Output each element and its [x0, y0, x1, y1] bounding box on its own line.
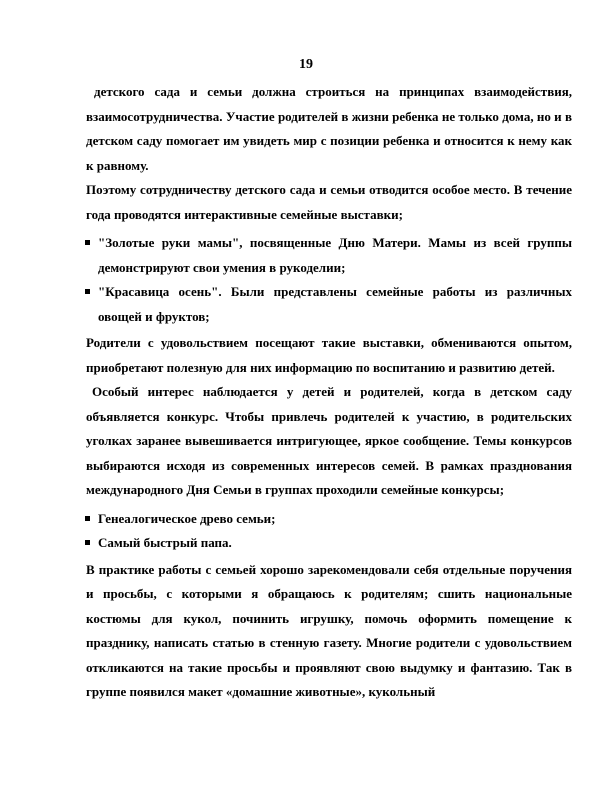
list-item-text: Генеалогическое древо семьи;	[98, 510, 276, 526]
list-item	[86, 231, 572, 280]
paragraph-parents-visit: Родители с удовольствием посещают такие выставки, обмениваются опытом, приобретают полезную для них информацию по воспитанию и развитию детей.	[86, 335, 572, 375]
list-item	[86, 531, 572, 556]
paragraph-partnership-principles: детского сада и семьи должна строиться на принципах взаимодействия, взаимосотрудничества. Участие родителей в жизни ребенка не только дома, но и в детском саду помогает им увидеть мир с позиции ребенка и относится к нему как к равному.	[86, 84, 572, 173]
list-item-text: Самый быстрый папа.	[98, 535, 232, 550]
paragraph-family-exhibitions-intro: Поэтому сотрудничеству детского сада и семьи отводится особое место. В течение года проводятся интерактивные семейные выставки;	[86, 182, 572, 222]
document-body	[86, 80, 572, 705]
list-item	[86, 280, 572, 329]
square-bullet-icon	[85, 289, 90, 294]
square-bullet-icon	[85, 240, 90, 245]
list-item-text: "Золотые руки мамы", посвященные Дню Матери. Мамы из всей группы демонстрируют свои умения в рукоделии;	[98, 235, 572, 275]
exhibitions-list	[86, 231, 572, 329]
contests-list	[86, 507, 572, 556]
square-bullet-icon	[85, 516, 90, 521]
list-item-text: "Красавица осень". Были представлены семейные работы из различных овощей и фруктов;	[98, 284, 572, 324]
paragraph-parent-requests: В практике работы с семьей хорошо зарекомендовали себя отдельные поручения и просьбы, с которыми я обращаюсь к родителям; сшить национальные костюмы для кукол, починить игрушку, помочь оформить помещение к празднику, написать статью в стенную газету. Многие родители с удовольствием откликаются на такие просьбы и проявляют свою выдумку и фантазию. Так в группе появился макет «домашние животные», кукольный	[86, 561, 572, 699]
square-bullet-icon	[85, 540, 90, 545]
list-item	[86, 507, 572, 532]
paragraph-contests: Особый интерес наблюдается у детей и родителей, когда в детском саду объявляется конкурс. Чтобы привлечь родителей к участию, в родительских уголках заранее вывешивается интригующее, яркое сообщение. Темы конкурсов выбираются исходя из современных интересов семей. В рамках празднования международного Дня Семьи в группах проходили семейные конкурсы;	[86, 384, 572, 497]
page-number: 19	[299, 57, 313, 72]
